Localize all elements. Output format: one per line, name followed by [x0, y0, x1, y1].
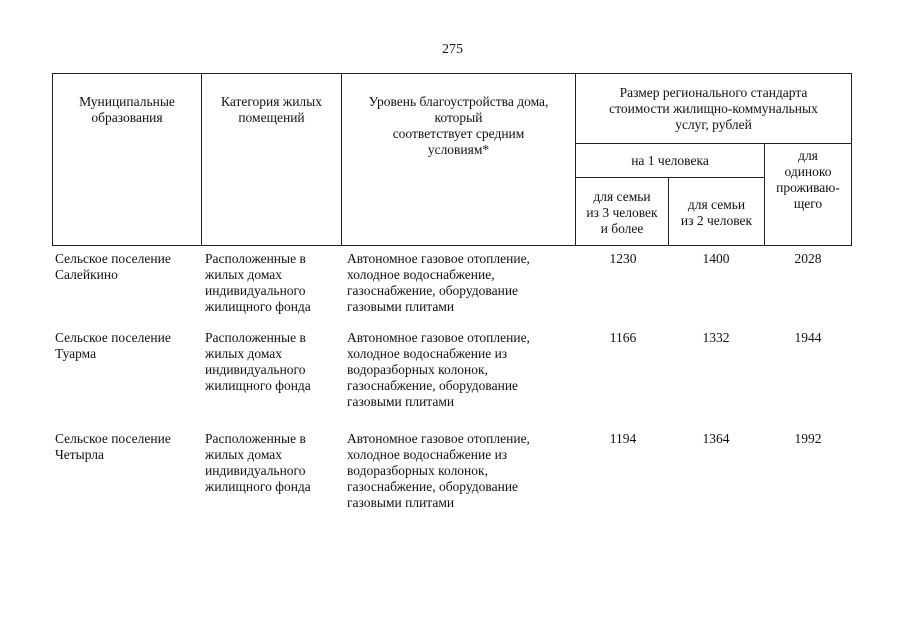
header-municipality: Муниципальные образования	[52, 73, 202, 246]
row-family3-value: 1166	[609, 330, 637, 345]
row-single-value: 1992	[794, 431, 822, 446]
row-single-value: 1944	[794, 330, 822, 345]
row-level: Автономное газовое отопление, холодное водоснабжение из водоразборных колонок, газоснабжение, оборудование газовыми плитами	[347, 330, 530, 409]
row-level: Автономное газовое отопление, холодное водоснабжение из водоразборных колонок, газоснабжение, оборудование газовыми плитами	[347, 431, 530, 510]
row-family2-value: 1400	[702, 251, 730, 266]
row-category: Расположенные в жилых домах индивидуального жилищного фонда	[205, 330, 311, 393]
header-family3: для семьи из 3 человек и более	[575, 177, 669, 246]
header-family2: для семьи из 2 человек	[668, 177, 765, 246]
row-municipality: Сельское поселение Салейкино	[55, 251, 171, 282]
row-municipality: Сельское поселение Четырла	[55, 431, 171, 462]
row-family3-value: 1194	[609, 431, 637, 446]
header-standard: Размер регионального стандарта стоимости жилищно-коммунальных услуг, рублей	[575, 73, 852, 144]
header-per-person: на 1 человека	[575, 143, 765, 178]
header-single: для одиноко проживаю- щего	[764, 143, 852, 246]
row-family2-value: 1332	[702, 330, 730, 345]
header-level: Уровень благоустройства дома, который соответствует средним условиям*	[341, 73, 576, 246]
row-single-value: 2028	[794, 251, 822, 266]
row-family3-value: 1230	[609, 251, 637, 266]
header-category: Категория жилых помещений	[201, 73, 342, 246]
row-municipality: Сельское поселение Туарма	[55, 330, 171, 361]
row-category: Расположенные в жилых домах индивидуального жилищного фонда	[205, 431, 311, 494]
row-level: Автономное газовое отопление, холодное водоснабжение, газоснабжение, оборудование газовыми плитами	[347, 251, 530, 314]
row-category: Расположенные в жилых домах индивидуального жилищного фонда	[205, 251, 311, 314]
page-number: 275	[442, 42, 463, 57]
row-family2-value: 1364	[702, 431, 730, 446]
